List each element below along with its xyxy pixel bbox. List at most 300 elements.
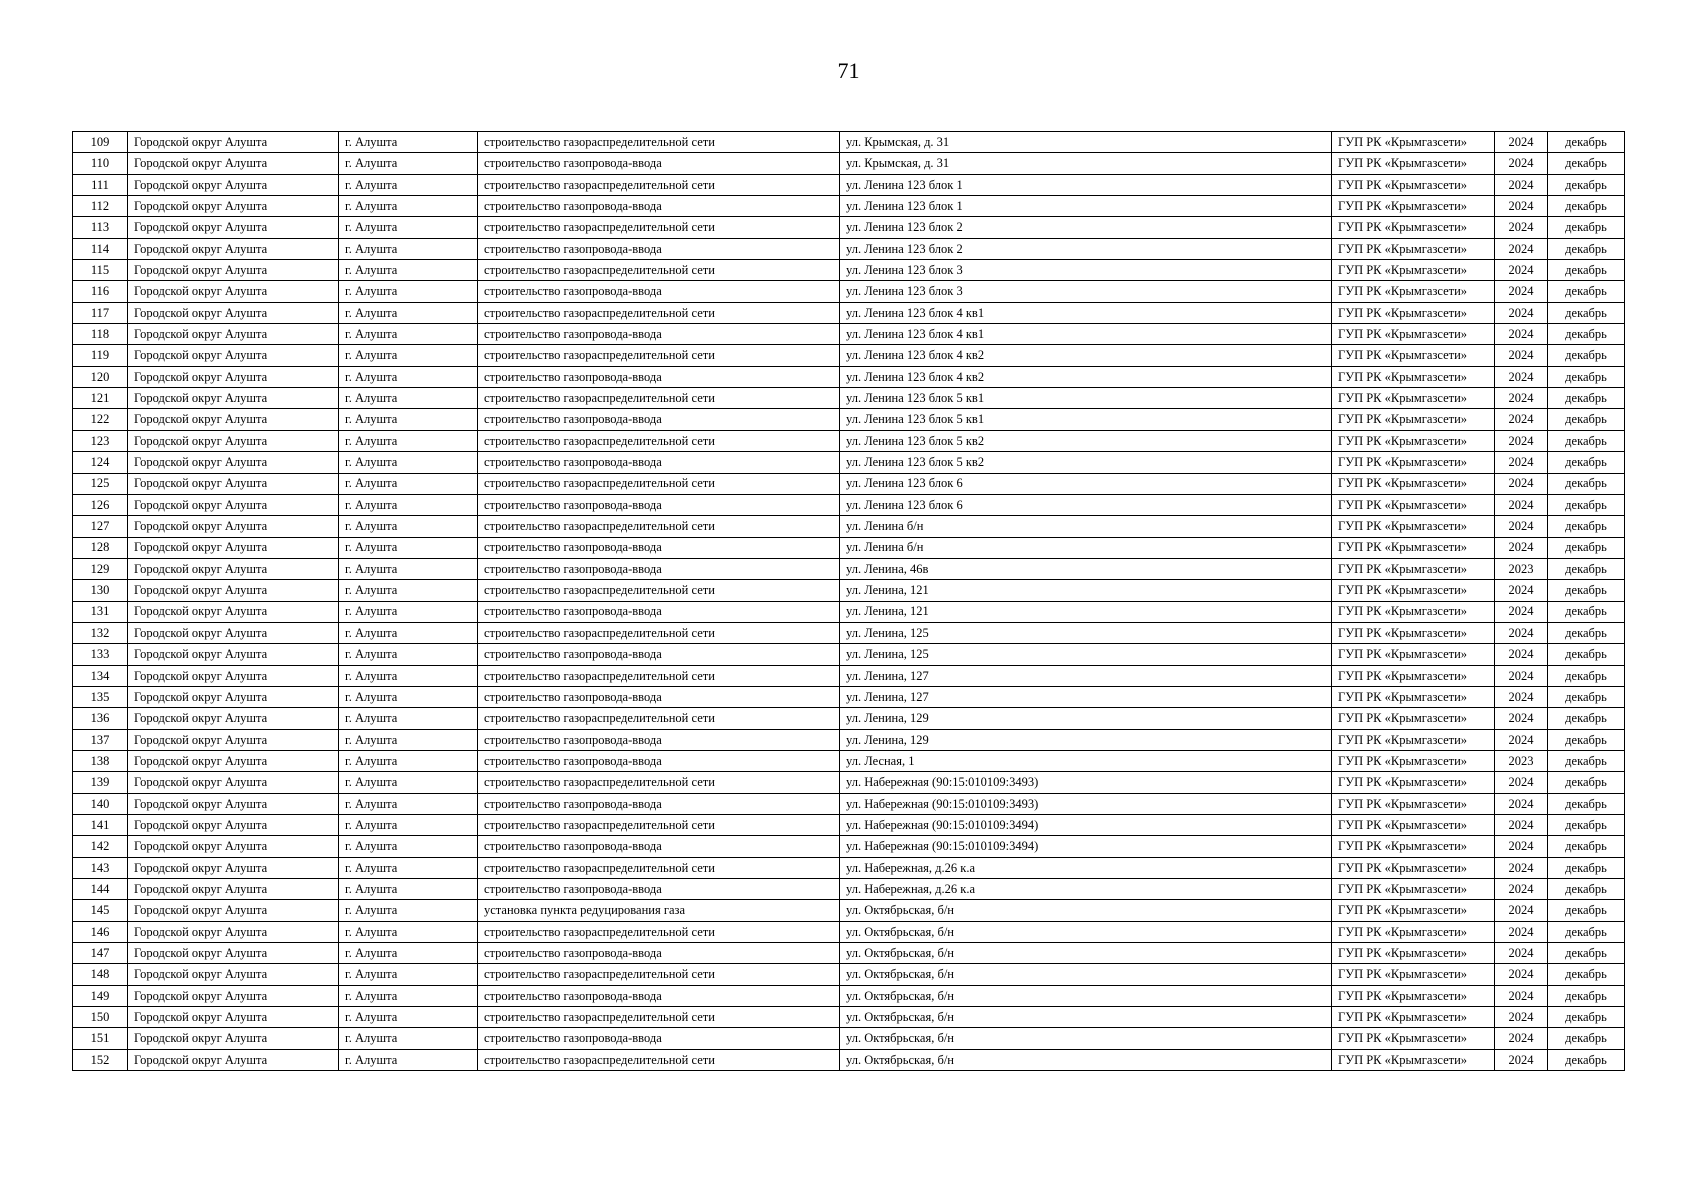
cell-number: 135	[73, 686, 128, 707]
cell-work-type: строительство газопровода-ввода	[478, 366, 840, 387]
cell-month: декабрь	[1548, 793, 1625, 814]
cell-address: ул. Октябрьская, б/н	[840, 900, 1332, 921]
cell-district: Городской округ Алушта	[128, 473, 339, 494]
cell-organization: ГУП РК «Крымгазсети»	[1332, 580, 1495, 601]
cell-settlement: г. Алушта	[339, 537, 478, 558]
cell-organization: ГУП РК «Крымгазсети»	[1332, 345, 1495, 366]
cell-work-type: строительство газопровода-ввода	[478, 686, 840, 707]
cell-work-type: строительство газопровода-ввода	[478, 985, 840, 1006]
table-row	[73, 601, 1625, 622]
cell-month: декабрь	[1548, 601, 1625, 622]
cell-work-type: строительство газопровода-ввода	[478, 537, 840, 558]
cell-organization: ГУП РК «Крымгазсети»	[1332, 196, 1495, 217]
cell-district: Городской округ Алушта	[128, 943, 339, 964]
cell-address: ул. Ленина 123 блок 6	[840, 473, 1332, 494]
cell-organization: ГУП РК «Крымгазсети»	[1332, 921, 1495, 942]
cell-district: Городской округ Алушта	[128, 1049, 339, 1070]
table-row	[73, 900, 1625, 921]
cell-month: декабрь	[1548, 644, 1625, 665]
cell-settlement: г. Алушта	[339, 345, 478, 366]
cell-year: 2024	[1495, 729, 1548, 750]
cell-organization: ГУП РК «Крымгазсети»	[1332, 409, 1495, 430]
cell-district: Городской округ Алушта	[128, 302, 339, 323]
cell-number: 144	[73, 879, 128, 900]
cell-number: 120	[73, 366, 128, 387]
cell-organization: ГУП РК «Крымгазсети»	[1332, 452, 1495, 473]
cell-district: Городской округ Алушта	[128, 1028, 339, 1049]
cell-address: ул. Ленина 123 блок 4 кв2	[840, 366, 1332, 387]
cell-district: Городской округ Алушта	[128, 430, 339, 451]
cell-month: декабрь	[1548, 772, 1625, 793]
cell-organization: ГУП РК «Крымгазсети»	[1332, 622, 1495, 643]
cell-settlement: г. Алушта	[339, 772, 478, 793]
cell-settlement: г. Алушта	[339, 238, 478, 259]
cell-district: Городской округ Алушта	[128, 580, 339, 601]
cell-month: декабрь	[1548, 836, 1625, 857]
cell-number: 128	[73, 537, 128, 558]
cell-district: Городской округ Алушта	[128, 174, 339, 195]
cell-organization: ГУП РК «Крымгазсети»	[1332, 174, 1495, 195]
cell-month: декабрь	[1548, 537, 1625, 558]
cell-district: Городской округ Алушта	[128, 622, 339, 643]
cell-year: 2024	[1495, 793, 1548, 814]
cell-settlement: г. Алушта	[339, 409, 478, 430]
cell-organization: ГУП РК «Крымгазсети»	[1332, 836, 1495, 857]
cell-district: Городской округ Алушта	[128, 964, 339, 985]
cell-settlement: г. Алушта	[339, 452, 478, 473]
cell-year: 2024	[1495, 452, 1548, 473]
cell-month: декабрь	[1548, 473, 1625, 494]
cell-year: 2024	[1495, 985, 1548, 1006]
cell-number: 146	[73, 921, 128, 942]
cell-district: Городской округ Алушта	[128, 217, 339, 238]
cell-district: Городской округ Алушта	[128, 281, 339, 302]
cell-work-type: строительство газораспределительной сети	[478, 815, 840, 836]
table-row	[73, 1049, 1625, 1070]
cell-year: 2024	[1495, 217, 1548, 238]
cell-address: ул. Ленина 123 блок 5 кв1	[840, 409, 1332, 430]
cell-organization: ГУП РК «Крымгазсети»	[1332, 985, 1495, 1006]
cell-month: декабрь	[1548, 815, 1625, 836]
cell-organization: ГУП РК «Крымгазсети»	[1332, 153, 1495, 174]
cell-work-type: строительство газораспределительной сети	[478, 345, 840, 366]
cell-number: 113	[73, 217, 128, 238]
cell-settlement: г. Алушта	[339, 644, 478, 665]
cell-month: декабрь	[1548, 921, 1625, 942]
table-body	[73, 132, 1625, 1071]
table-row	[73, 494, 1625, 515]
cell-district: Городской округ Алушта	[128, 153, 339, 174]
page-number: 71	[837, 58, 860, 83]
table-row	[73, 132, 1625, 153]
cell-month: декабрь	[1548, 558, 1625, 579]
cell-organization: ГУП РК «Крымгазсети»	[1332, 601, 1495, 622]
cell-district: Городской округ Алушта	[128, 324, 339, 345]
cell-district: Городской округ Алушта	[128, 516, 339, 537]
cell-work-type: строительство газораспределительной сети	[478, 1007, 840, 1028]
cell-organization: ГУП РК «Крымгазсети»	[1332, 217, 1495, 238]
cell-number: 118	[73, 324, 128, 345]
cell-settlement: г. Алушта	[339, 153, 478, 174]
table-row	[73, 964, 1625, 985]
cell-district: Городской округ Алушта	[128, 1007, 339, 1028]
cell-address: ул. Ленина б/н	[840, 537, 1332, 558]
cell-work-type: строительство газораспределительной сети	[478, 132, 840, 153]
cell-work-type: строительство газопровода-ввода	[478, 494, 840, 515]
cell-organization: ГУП РК «Крымгазсети»	[1332, 302, 1495, 323]
cell-number: 111	[73, 174, 128, 195]
cell-address: ул. Ленина 123 блок 1	[840, 196, 1332, 217]
cell-settlement: г. Алушта	[339, 494, 478, 515]
cell-address: ул. Ленина, 129	[840, 708, 1332, 729]
cell-year: 2024	[1495, 238, 1548, 259]
cell-work-type: строительство газораспределительной сети	[478, 857, 840, 878]
cell-district: Городской округ Алушта	[128, 708, 339, 729]
cell-settlement: г. Алушта	[339, 601, 478, 622]
cell-year: 2024	[1495, 815, 1548, 836]
table-row	[73, 836, 1625, 857]
cell-year: 2024	[1495, 921, 1548, 942]
cell-year: 2024	[1495, 857, 1548, 878]
cell-year: 2024	[1495, 153, 1548, 174]
cell-organization: ГУП РК «Крымгазсети»	[1332, 388, 1495, 409]
cell-number: 136	[73, 708, 128, 729]
cell-settlement: г. Алушта	[339, 622, 478, 643]
cell-month: декабрь	[1548, 217, 1625, 238]
cell-settlement: г. Алушта	[339, 943, 478, 964]
cell-organization: ГУП РК «Крымгазсети»	[1332, 260, 1495, 281]
cell-organization: ГУП РК «Крымгазсети»	[1332, 1007, 1495, 1028]
cell-settlement: г. Алушта	[339, 580, 478, 601]
cell-number: 139	[73, 772, 128, 793]
cell-month: декабрь	[1548, 943, 1625, 964]
cell-work-type: строительство газораспределительной сети	[478, 302, 840, 323]
cell-month: декабрь	[1548, 153, 1625, 174]
cell-month: декабрь	[1548, 879, 1625, 900]
cell-year: 2024	[1495, 494, 1548, 515]
cell-organization: ГУП РК «Крымгазсети»	[1332, 1028, 1495, 1049]
cell-address: ул. Ленина, 125	[840, 622, 1332, 643]
cell-address: ул. Ленина 123 блок 6	[840, 494, 1332, 515]
table-row	[73, 516, 1625, 537]
table-row	[73, 196, 1625, 217]
cell-month: декабрь	[1548, 729, 1625, 750]
cell-work-type: строительство газопровода-ввода	[478, 836, 840, 857]
cell-district: Городской округ Алушта	[128, 750, 339, 771]
cell-number: 142	[73, 836, 128, 857]
table-row	[73, 622, 1625, 643]
cell-work-type: строительство газопровода-ввода	[478, 281, 840, 302]
cell-organization: ГУП РК «Крымгазсети»	[1332, 900, 1495, 921]
table-row	[73, 815, 1625, 836]
table-row	[73, 238, 1625, 259]
cell-month: декабрь	[1548, 1049, 1625, 1070]
cell-address: ул. Октябрьская, б/н	[840, 1007, 1332, 1028]
table-row	[73, 772, 1625, 793]
cell-number: 129	[73, 558, 128, 579]
cell-work-type: строительство газопровода-ввода	[478, 238, 840, 259]
cell-year: 2024	[1495, 366, 1548, 387]
cell-year: 2024	[1495, 302, 1548, 323]
cell-number: 125	[73, 473, 128, 494]
table-row	[73, 324, 1625, 345]
cell-district: Городской округ Алушта	[128, 772, 339, 793]
cell-address: ул. Ленина 123 блок 2	[840, 238, 1332, 259]
cell-month: декабрь	[1548, 302, 1625, 323]
cell-organization: ГУП РК «Крымгазсети»	[1332, 686, 1495, 707]
cell-settlement: г. Алушта	[339, 1028, 478, 1049]
cell-district: Городской округ Алушта	[128, 857, 339, 878]
cell-address: ул. Ленина, 127	[840, 686, 1332, 707]
cell-settlement: г. Алушта	[339, 217, 478, 238]
cell-organization: ГУП РК «Крымгазсети»	[1332, 430, 1495, 451]
cell-organization: ГУП РК «Крымгазсети»	[1332, 281, 1495, 302]
cell-number: 124	[73, 452, 128, 473]
cell-year: 2024	[1495, 964, 1548, 985]
cell-address: ул. Октябрьская, б/н	[840, 943, 1332, 964]
cell-month: декабрь	[1548, 281, 1625, 302]
cell-year: 2024	[1495, 601, 1548, 622]
cell-month: декабрь	[1548, 345, 1625, 366]
cell-district: Городской округ Алушта	[128, 537, 339, 558]
cell-work-type: строительство газораспределительной сети	[478, 708, 840, 729]
cell-district: Городской округ Алушта	[128, 665, 339, 686]
cell-year: 2024	[1495, 174, 1548, 195]
cell-settlement: г. Алушта	[339, 366, 478, 387]
cell-work-type: строительство газораспределительной сети	[478, 473, 840, 494]
cell-year: 2024	[1495, 430, 1548, 451]
cell-address: ул. Ленина, 127	[840, 665, 1332, 686]
cell-address: ул. Набережная (90:15:010109:3494)	[840, 815, 1332, 836]
cell-work-type: строительство газораспределительной сети	[478, 665, 840, 686]
cell-address: ул. Ленина 123 блок 4 кв1	[840, 324, 1332, 345]
cell-address: ул. Ленина, 121	[840, 580, 1332, 601]
cell-address: ул. Октябрьская, б/н	[840, 1028, 1332, 1049]
cell-number: 121	[73, 388, 128, 409]
cell-district: Городской округ Алушта	[128, 836, 339, 857]
cell-work-type: строительство газораспределительной сети	[478, 772, 840, 793]
cell-settlement: г. Алушта	[339, 516, 478, 537]
cell-year: 2024	[1495, 260, 1548, 281]
cell-number: 110	[73, 153, 128, 174]
cell-address: ул. Набережная (90:15:010109:3493)	[840, 793, 1332, 814]
cell-district: Городской округ Алушта	[128, 238, 339, 259]
cell-organization: ГУП РК «Крымгазсети»	[1332, 815, 1495, 836]
cell-settlement: г. Алушта	[339, 921, 478, 942]
cell-work-type: строительство газораспределительной сети	[478, 1049, 840, 1070]
cell-settlement: г. Алушта	[339, 708, 478, 729]
cell-address: ул. Ленина 123 блок 5 кв2	[840, 430, 1332, 451]
cell-district: Городской округ Алушта	[128, 558, 339, 579]
cell-year: 2024	[1495, 879, 1548, 900]
cell-district: Городской округ Алушта	[128, 409, 339, 430]
cell-work-type: строительство газораспределительной сети	[478, 260, 840, 281]
cell-number: 138	[73, 750, 128, 771]
cell-district: Городской округ Алушта	[128, 921, 339, 942]
cell-number: 116	[73, 281, 128, 302]
cell-month: декабрь	[1548, 494, 1625, 515]
cell-month: декабрь	[1548, 622, 1625, 643]
cell-work-type: строительство газораспределительной сети	[478, 430, 840, 451]
cell-organization: ГУП РК «Крымгазсети»	[1332, 665, 1495, 686]
cell-number: 117	[73, 302, 128, 323]
cell-district: Городской округ Алушта	[128, 345, 339, 366]
cell-organization: ГУП РК «Крымгазсети»	[1332, 558, 1495, 579]
cell-organization: ГУП РК «Крымгазсети»	[1332, 750, 1495, 771]
cell-district: Городской округ Алушта	[128, 366, 339, 387]
cell-number: 123	[73, 430, 128, 451]
cell-month: декабрь	[1548, 196, 1625, 217]
cell-year: 2023	[1495, 750, 1548, 771]
cell-address: ул. Ленина 123 блок 4 кв2	[840, 345, 1332, 366]
cell-year: 2024	[1495, 1028, 1548, 1049]
cell-work-type: строительство газопровода-ввода	[478, 452, 840, 473]
cell-organization: ГУП РК «Крымгазсети»	[1332, 1049, 1495, 1070]
cell-month: декабрь	[1548, 1028, 1625, 1049]
cell-year: 2024	[1495, 516, 1548, 537]
cell-month: декабрь	[1548, 388, 1625, 409]
cell-address: ул. Ленина, 129	[840, 729, 1332, 750]
cell-number: 126	[73, 494, 128, 515]
cell-year: 2024	[1495, 196, 1548, 217]
cell-number: 115	[73, 260, 128, 281]
cell-organization: ГУП РК «Крымгазсети»	[1332, 132, 1495, 153]
table-row	[73, 1007, 1625, 1028]
cell-month: декабрь	[1548, 580, 1625, 601]
cell-work-type: строительство газопровода-ввода	[478, 1028, 840, 1049]
cell-address: ул. Ленина, 46в	[840, 558, 1332, 579]
cell-month: декабрь	[1548, 964, 1625, 985]
cell-work-type: строительство газораспределительной сети	[478, 516, 840, 537]
cell-address: ул. Набережная (90:15:010109:3493)	[840, 772, 1332, 793]
cell-address: ул. Ленина, 125	[840, 644, 1332, 665]
cell-settlement: г. Алушта	[339, 473, 478, 494]
cell-settlement: г. Алушта	[339, 430, 478, 451]
table-row	[73, 558, 1625, 579]
cell-month: декабрь	[1548, 516, 1625, 537]
cell-year: 2024	[1495, 665, 1548, 686]
cell-settlement: г. Алушта	[339, 665, 478, 686]
cell-district: Городской округ Алушта	[128, 452, 339, 473]
cell-year: 2024	[1495, 345, 1548, 366]
cell-district: Городской округ Алушта	[128, 644, 339, 665]
cell-settlement: г. Алушта	[339, 985, 478, 1006]
cell-settlement: г. Алушта	[339, 900, 478, 921]
cell-organization: ГУП РК «Крымгазсети»	[1332, 366, 1495, 387]
cell-organization: ГУП РК «Крымгазсети»	[1332, 494, 1495, 515]
table-row	[73, 174, 1625, 195]
cell-number: 133	[73, 644, 128, 665]
cell-month: декабрь	[1548, 324, 1625, 345]
cell-work-type: строительство газопровода-ввода	[478, 196, 840, 217]
cell-year: 2024	[1495, 686, 1548, 707]
cell-address: ул. Ленина 123 блок 3	[840, 260, 1332, 281]
cell-settlement: г. Алушта	[339, 558, 478, 579]
cell-month: декабрь	[1548, 750, 1625, 771]
cell-number: 141	[73, 815, 128, 836]
cell-organization: ГУП РК «Крымгазсети»	[1332, 644, 1495, 665]
cell-number: 109	[73, 132, 128, 153]
cell-year: 2024	[1495, 580, 1548, 601]
cell-settlement: г. Алушта	[339, 1049, 478, 1070]
cell-year: 2024	[1495, 537, 1548, 558]
cell-district: Городской округ Алушта	[128, 900, 339, 921]
cell-organization: ГУП РК «Крымгазсети»	[1332, 964, 1495, 985]
cell-year: 2024	[1495, 943, 1548, 964]
cell-work-type: строительство газораспределительной сети	[478, 622, 840, 643]
cell-district: Городской округ Алушта	[128, 260, 339, 281]
table-row	[73, 580, 1625, 601]
cell-district: Городской округ Алушта	[128, 793, 339, 814]
cell-district: Городской округ Алушта	[128, 196, 339, 217]
cell-year: 2024	[1495, 622, 1548, 643]
cell-organization: ГУП РК «Крымгазсети»	[1332, 793, 1495, 814]
table-row	[73, 879, 1625, 900]
cell-work-type: строительство газопровода-ввода	[478, 793, 840, 814]
cell-number: 131	[73, 601, 128, 622]
cell-address: ул. Ленина, 121	[840, 601, 1332, 622]
table-row	[73, 452, 1625, 473]
cell-number: 112	[73, 196, 128, 217]
cell-settlement: г. Алушта	[339, 836, 478, 857]
cell-month: декабрь	[1548, 409, 1625, 430]
cell-year: 2024	[1495, 324, 1548, 345]
cell-month: декабрь	[1548, 1007, 1625, 1028]
cell-month: декабрь	[1548, 985, 1625, 1006]
cell-settlement: г. Алушта	[339, 260, 478, 281]
cell-number: 140	[73, 793, 128, 814]
cell-work-type: строительство газораспределительной сети	[478, 964, 840, 985]
cell-settlement: г. Алушта	[339, 324, 478, 345]
table-row	[73, 430, 1625, 451]
cell-number: 119	[73, 345, 128, 366]
table-row	[73, 366, 1625, 387]
table-row	[73, 793, 1625, 814]
cell-organization: ГУП РК «Крымгазсети»	[1332, 324, 1495, 345]
table-row	[73, 537, 1625, 558]
table-row	[73, 857, 1625, 878]
cell-work-type: строительство газопровода-ввода	[478, 558, 840, 579]
table-row	[73, 665, 1625, 686]
cell-address: ул. Набережная (90:15:010109:3494)	[840, 836, 1332, 857]
table-row	[73, 302, 1625, 323]
cell-work-type: строительство газопровода-ввода	[478, 324, 840, 345]
cell-organization: ГУП РК «Крымгазсети»	[1332, 708, 1495, 729]
cell-address: ул. Ленина 123 блок 4 кв1	[840, 302, 1332, 323]
table-row	[73, 921, 1625, 942]
cell-number: 134	[73, 665, 128, 686]
cell-organization: ГУП РК «Крымгазсети»	[1332, 943, 1495, 964]
cell-district: Городской округ Алушта	[128, 815, 339, 836]
cell-month: декабрь	[1548, 260, 1625, 281]
cell-work-type: строительство газораспределительной сети	[478, 217, 840, 238]
table-row	[73, 153, 1625, 174]
cell-settlement: г. Алушта	[339, 857, 478, 878]
cell-number: 145	[73, 900, 128, 921]
gasification-table	[72, 131, 1625, 1071]
cell-organization: ГУП РК «Крымгазсети»	[1332, 772, 1495, 793]
cell-number: 147	[73, 943, 128, 964]
cell-year: 2024	[1495, 836, 1548, 857]
cell-year: 2024	[1495, 473, 1548, 494]
cell-organization: ГУП РК «Крымгазсети»	[1332, 729, 1495, 750]
cell-address: ул. Набережная, д.26 к.а	[840, 857, 1332, 878]
cell-address: ул. Ленина 123 блок 2	[840, 217, 1332, 238]
cell-work-type: строительство газораспределительной сети	[478, 921, 840, 942]
cell-number: 114	[73, 238, 128, 259]
cell-month: декабрь	[1548, 430, 1625, 451]
cell-work-type: строительство газопровода-ввода	[478, 153, 840, 174]
